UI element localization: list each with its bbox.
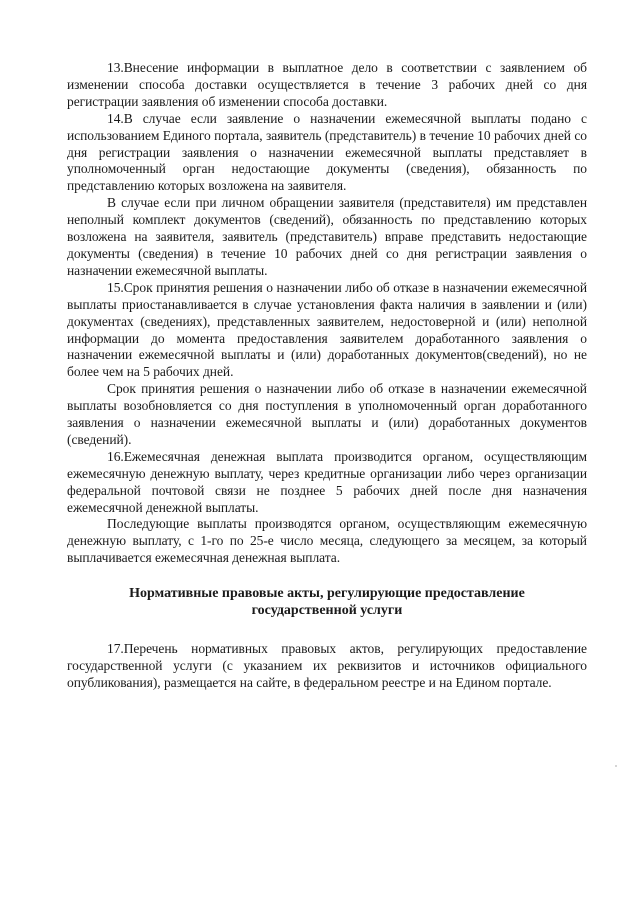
document-page bbox=[67, 60, 587, 692]
paragraph-14: 14.В случае если заявление о назначении ежемесячной выплаты подано с использованием Единого портала, заявитель (представитель) в течение 10 рабочих дней со дня регистрации заявления о назначении ежемесячной выплаты представляет в уполномоченный орган недостающие документы (сведения), обязанность по представлению которых возложена на заявителя. bbox=[67, 110, 587, 194]
paragraph-15: 15.Срок принятия решения о назначении либо об отказе в назначении ежемесячной выплаты приостанавливается в случае установления факта наличия в заявлении и (или) документах (сведениях), представленных заявителем, недостоверной и (или) неполной информации до момента предоставления заявителем доработанного заявления о назначении ежемесячной выплаты и (или) доработанных документов(сведений), но не более чем на 5 рабочих дней. bbox=[67, 279, 587, 380]
section-heading-line-1: Нормативные правовые акты, регулирующие предоставление bbox=[129, 586, 525, 602]
paragraph-14-personal-visit: В случае если при личном обращении заявителя (представителя) им представлен неполный комплект документов (сведений), обязанность по представлению которых возложена на заявителя, заявитель (представитель) вправе представить недостающие документы (сведения) в течение 10 рабочих дней со дня регистрации заявления о назначении ежемесячной выплаты. bbox=[67, 195, 587, 278]
paragraph-16: 16.Ежемесячная денежная выплата производится органом, осуществляющим ежемесячную денежную выплату, через кредитные организации либо через организации федеральной почтовой связи не позднее 5 рабочих дней после дня назначения ежемесячной денежной выплаты. bbox=[67, 448, 587, 515]
spacer bbox=[67, 619, 587, 641]
section-heading bbox=[67, 585, 587, 619]
paragraph-16-subsequent: Последующие выплаты производятся органом, осуществляющим ежемесячную денежную выплату, с 1-го по 25-е число месяца, следующего за месяцем, за который выплачивается ежемесячная денежная выплата. bbox=[67, 516, 587, 566]
section-heading-line-2: государственной услуги bbox=[251, 603, 403, 619]
scan-speck bbox=[615, 765, 617, 767]
paragraph-13: 13.Внесение информации в выплатное дело в соответствии с заявлением об изменении способа доставки осуществляется в течение 3 рабочих дней со дня регистрации заявления об изменении способа доставки. bbox=[67, 60, 587, 109]
paragraph-17: 17.Перечень нормативных правовых актов, регулирующих предоставление государственной услуги (с указанием их реквизитов и источников официального опубликования), размещается на сайте, в федеральном реестре и на Едином портале. bbox=[67, 641, 587, 690]
paragraph-15-resume: Срок принятия решения о назначении либо об отказе в назначении ежемесячной выплаты возобновляется со дня поступления в уполномоченный орган доработанного заявления о назначении ежемесячной выплаты и (или) доработанных документов (сведений). bbox=[67, 381, 587, 447]
